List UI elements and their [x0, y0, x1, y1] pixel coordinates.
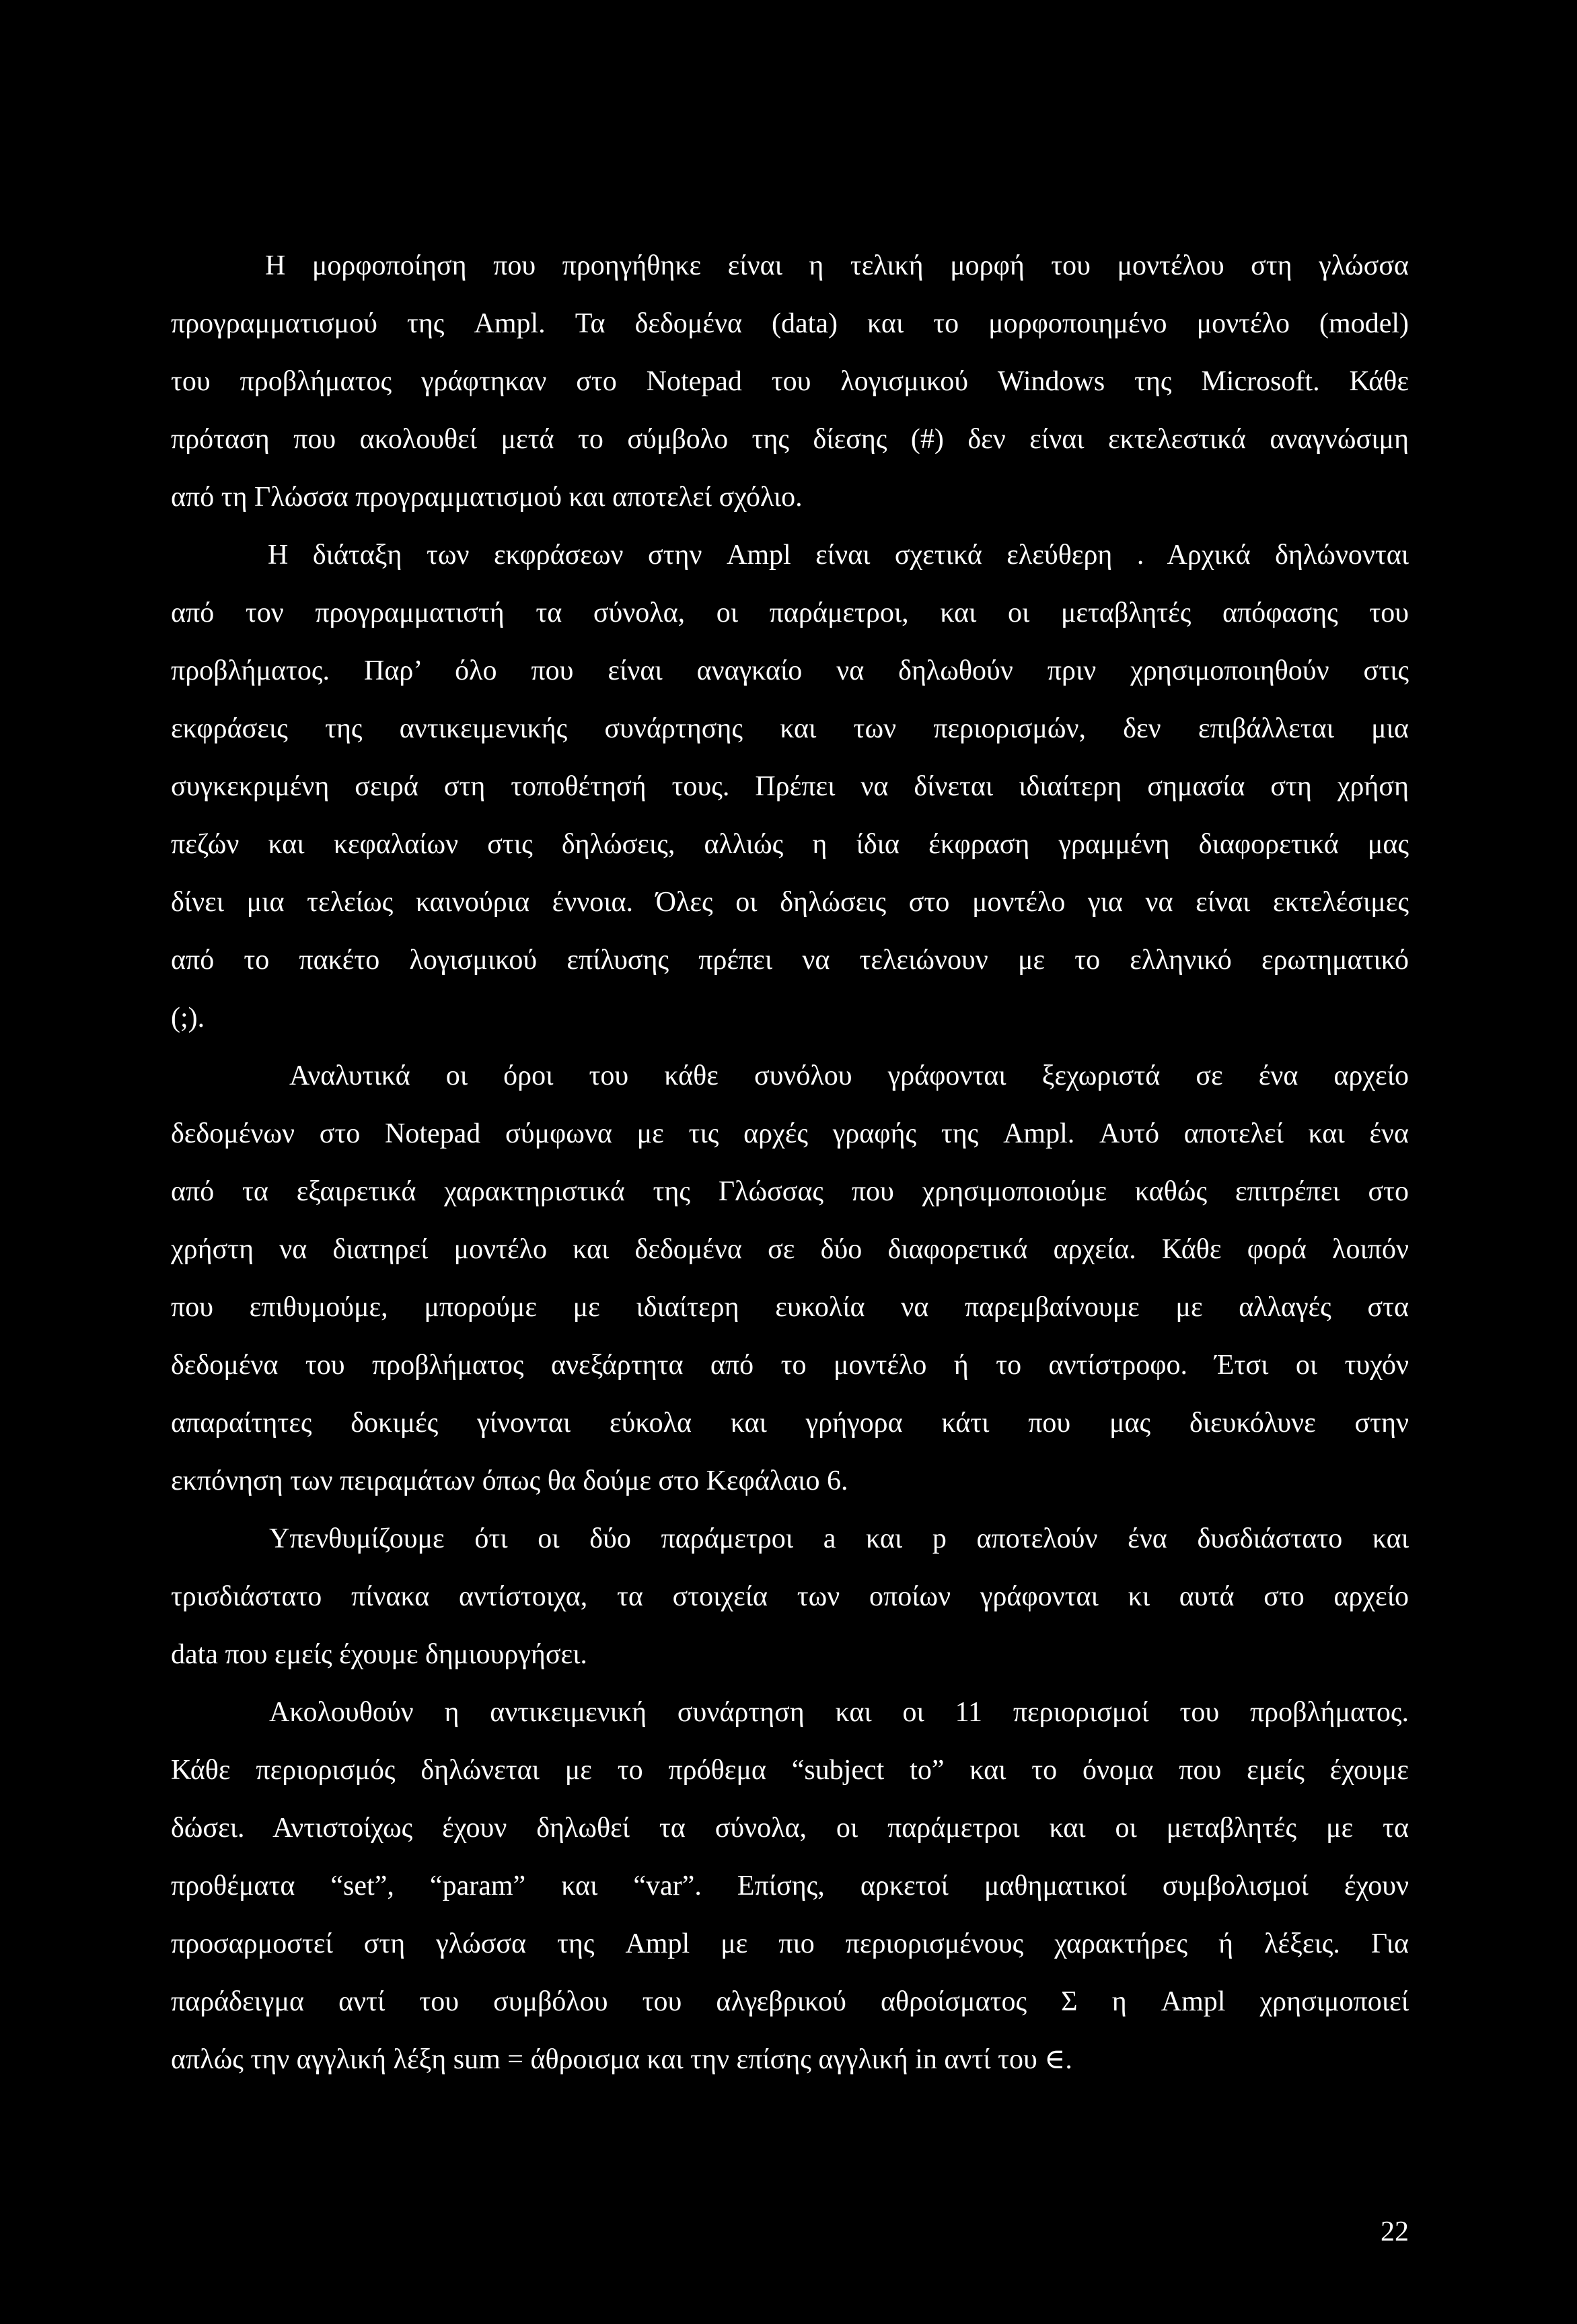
text-line: από τη Γλώσσα προγραμματισμού και αποτελεί σχόλιο. — [171, 482, 803, 513]
text-line: απλώς την αγγλική λέξη sum = άθροισμα και την επίσης αγγλική in αντί του ∈. — [171, 2044, 1072, 2075]
text-line: Ακολουθούν η αντικειμενική συνάρτηση και οι 11 περιορισμοί του προβλήματος. — [269, 1697, 1409, 1728]
text-line: data που εμείς έχουμε δημιουργήσει. — [171, 1639, 587, 1670]
text-line: παράδειγμα αντί του συμβόλου του αλγεβρικού αθροίσματος Σ η Ampl χρησιμοποιεί — [171, 1986, 1409, 2017]
text-line: προβλήματος. Παρ’ όλο που είναι αναγκαίο να δηλωθούν πριν χρησιμοποιηθούν στις — [171, 655, 1409, 686]
text-line: συγκεκριμένη σειρά στη τοποθέτησή τους. Πρέπει να δίνεται ιδιαίτερη σημασία στη χρήση — [171, 771, 1409, 802]
text-line: προθέματα “set”, “param” και “var”. Επίσης, αρκετοί μαθηματικοί συμβολισμοί έχουν — [171, 1871, 1409, 1901]
text-line: Η μορφοποίηση που προηγήθηκε είναι η τελική μορφή του μοντέλου στη γλώσσα — [265, 250, 1409, 281]
text-line: από τον προγραμματιστή τα σύνολα, οι παράμετροι, και οι μεταβλητές απόφασης του — [171, 597, 1409, 628]
text-line: Υπενθυμίζουμε ότι οι δύο παράμετροι a και p αποτελούν ένα δυσδιάστατο και — [269, 1523, 1409, 1554]
text-line: δώσει. Αντιστοίχως έχουν δηλωθεί τα σύνολα, οι παράμετροι και οι μεταβλητές με τα — [171, 1813, 1409, 1844]
text-line: του προβλήματος γράφτηκαν στο Notepad του λογισμικού Windows της Microsoft. Κάθε — [171, 366, 1409, 397]
text-line: προγραμματισμού της Ampl. Τα δεδομένα (data) και το μορφοποιημένο μοντέλο (model) — [171, 308, 1409, 339]
text-line: Αναλυτικά οι όροι του κάθε συνόλου γράφονται ξεχωριστά σε ένα αρχείο — [289, 1060, 1409, 1091]
text-line: πεζών και κεφαλαίων στις δηλώσεις, αλλιώς η ίδια έκφραση γραμμένη διαφορετικά μας — [171, 829, 1409, 860]
text-line: προσαρμοστεί στη γλώσσα της Ampl με πιο περιορισμένους χαρακτήρες ή λέξεις. Για — [171, 1928, 1409, 1959]
text-line: δίνει μια τελείως καινούρια έννοια. Όλες οι δηλώσεις στο μοντέλο για να είναι εκτελέσιμες — [171, 887, 1409, 918]
text-line: χρήστη να διατηρεί μοντέλο και δεδομένα σε δύο διαφορετικά αρχεία. Κάθε φορά λοιπόν — [171, 1234, 1409, 1265]
page-number: 22 — [1381, 2216, 1409, 2247]
text-line: πρόταση που ακολουθεί μετά το σύμβολο της δίεσης (#) δεν είναι εκτελεστικά αναγνώσιμη — [171, 424, 1409, 455]
text-line: τρισδιάστατο πίνακα αντίστοιχα, τα στοιχεία των οποίων γράφονται κι αυτά στο αρχείο — [171, 1581, 1409, 1612]
text-line: εκπόνηση των πειραμάτων όπως θα δούμε στο Κεφάλαιο 6. — [171, 1465, 848, 1496]
text-line: Κάθε περιορισμός δηλώνεται με το πρόθεμα “subject to” και το όνομα που εμείς έχουμε — [171, 1755, 1409, 1786]
text-line: εκφράσεις της αντικειμενικής συνάρτησης και των περιορισμών, δεν επιβάλλεται μια — [171, 713, 1409, 744]
text-line: δεδομένων στο Notepad σύμφωνα με τις αρχές γραφής της Ampl. Αυτό αποτελεί και ένα — [171, 1118, 1409, 1149]
text-line: απαραίτητες δοκιμές γίνονται εύκολα και γρήγορα κάτι που μας διευκόλυνε στην — [171, 1408, 1409, 1439]
text-line: από τα εξαιρετικά χαρακτηριστικά της Γλώσσας που χρησιμοποιούμε καθώς επιτρέπει στο — [171, 1176, 1409, 1207]
text-line: Η διάταξη των εκφράσεων στην Ampl είναι σχετικά ελεύθερη . Αρχικά δηλώνονται — [268, 540, 1409, 571]
text-line: που επιθυμούμε, μπορούμε με ιδιαίτερη ευκολία να παρεμβαίνουμε με αλλαγές στα — [171, 1292, 1409, 1323]
text-line: από το πακέτο λογισμικού επίλυσης πρέπει να τελειώνουν με το ελληνικό ερωτηματικό — [171, 945, 1409, 976]
text-line: δεδομένα του προβλήματος ανεξάρτητα από το μοντέλο ή το αντίστροφο. Έτσι οι τυχόν — [171, 1350, 1409, 1381]
text-line: (;). — [171, 1003, 205, 1033]
